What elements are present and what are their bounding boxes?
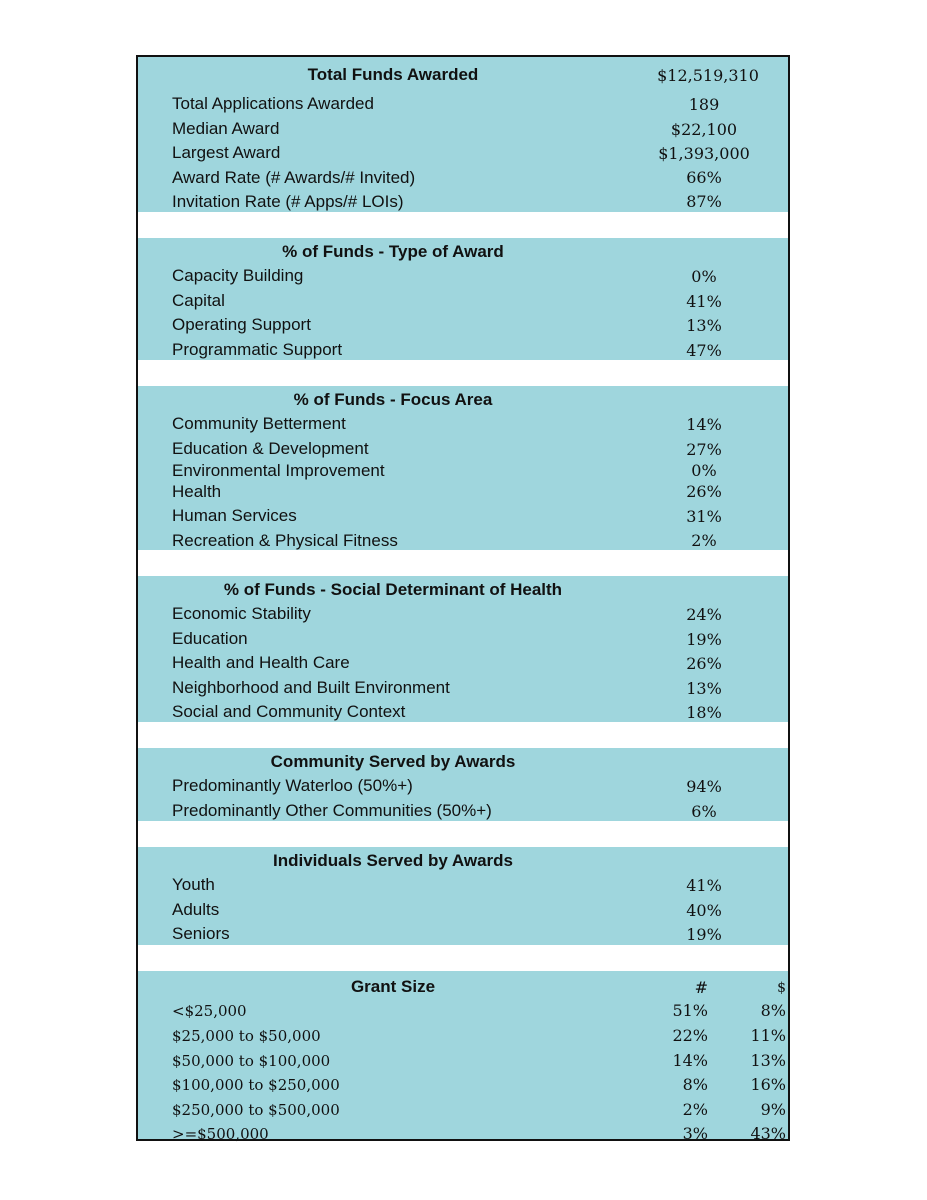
summary-label: Invitation Rate (# Apps/# LOIs) (172, 192, 404, 211)
focus-area-title: % of Funds - Focus Area (293, 390, 493, 409)
community-value: 94% (686, 777, 722, 796)
grant-size-count: 3% (682, 1124, 708, 1143)
grant-size-dollars: 9% (760, 1100, 786, 1119)
focus-area-label: Health (172, 482, 222, 501)
social-determinant-value: 19% (686, 630, 722, 649)
community-title: Community Served by Awards (270, 752, 516, 771)
individuals-label: Adults (172, 900, 220, 919)
grant-size-count: 51% (672, 1001, 708, 1020)
grant-size-label: <$25,000 (172, 1002, 247, 1020)
grant-size-count: 14% (672, 1051, 708, 1070)
summary-label: Largest Award (172, 143, 281, 162)
section-gap (138, 821, 788, 847)
grant-size-dollars: 11% (750, 1026, 786, 1045)
grant-size-label: $50,000 to $100,000 (172, 1052, 331, 1070)
grant-size-title: Grant Size (350, 977, 436, 996)
focus-area-value: 26% (686, 482, 722, 501)
grant-size-count: 22% (672, 1026, 708, 1045)
individuals-label: Youth (172, 875, 215, 894)
grant-size-label: $25,000 to $50,000 (172, 1027, 321, 1045)
focus-area-value: 14% (686, 415, 722, 434)
social-determinant-value: 26% (686, 654, 722, 673)
award-type-value: 47% (686, 341, 722, 360)
summary-value: 87% (686, 192, 722, 211)
grant-size-label: >=$500,000 (172, 1125, 269, 1143)
social-determinant-label: Health and Health Care (172, 653, 350, 672)
individuals-title: Individuals Served by Awards (273, 851, 513, 870)
grant-size-dollars: 16% (750, 1075, 786, 1094)
individuals-value: 41% (686, 876, 722, 895)
social-determinant-section (138, 576, 788, 722)
grant-size-label: $100,000 to $250,000 (172, 1076, 340, 1094)
focus-area-value: 2% (691, 531, 717, 550)
award-type-value: 0% (691, 267, 717, 286)
focus-area-label: Recreation & Physical Fitness (172, 531, 398, 550)
grant-size-count: 8% (682, 1075, 708, 1094)
award-type-section (138, 238, 788, 360)
social-determinant-value: 13% (686, 679, 722, 698)
focus-area-value: 27% (686, 440, 722, 459)
grant-size-dollars: 8% (760, 1001, 786, 1020)
social-determinant-label: Social and Community Context (172, 702, 406, 721)
focus-area-value: 31% (686, 507, 722, 526)
focus-area-label: Education & Development (172, 439, 369, 458)
community-section (138, 748, 788, 821)
section-gap (138, 212, 788, 238)
social-determinant-value: 18% (686, 703, 722, 722)
grant-size-dollars: 13% (750, 1051, 786, 1070)
summary-title: Total Funds Awarded (307, 65, 479, 84)
award-type-label: Capital (172, 291, 225, 310)
focus-area-label: Community Betterment (172, 414, 346, 433)
summary-label: Median Award (172, 119, 280, 138)
community-label: Predominantly Other Communities (50%+) (172, 801, 492, 820)
social-determinant-title: % of Funds - Social Determinant of Health (223, 580, 563, 599)
grant-size-section (138, 971, 788, 1143)
summary-title-value: $12,519,310 (657, 66, 759, 85)
grant-size-count-header: # (694, 978, 708, 997)
section-gap (138, 550, 788, 576)
individuals-value: 19% (686, 925, 722, 944)
award-type-value: 13% (686, 316, 722, 335)
focus-area-label: Environmental Improvement (172, 461, 385, 480)
grant-size-label: $250,000 to $500,000 (172, 1101, 340, 1119)
summary-value: 189 (688, 95, 720, 114)
focus-area-value: 0% (691, 461, 717, 480)
individuals-label: Seniors (172, 924, 230, 943)
section-gap (138, 722, 788, 748)
individuals-value: 40% (686, 901, 722, 920)
grant-size-dollars-header: $ (777, 980, 786, 996)
summary-label: Total Applications Awarded (172, 94, 374, 113)
section-gap (138, 945, 788, 971)
summary-section (138, 57, 788, 212)
summary-value: $22,100 (670, 120, 738, 139)
grant-size-dollars: 43% (750, 1124, 786, 1143)
community-label: Predominantly Waterloo (50%+) (172, 776, 413, 795)
focus-area-section (138, 386, 788, 550)
section-gap (138, 360, 788, 386)
award-type-label: Capacity Building (172, 266, 304, 285)
award-type-label: Programmatic Support (172, 340, 343, 359)
social-determinant-label: Neighborhood and Built Environment (172, 678, 450, 697)
award-type-value: 41% (686, 292, 722, 311)
social-determinant-value: 24% (686, 605, 722, 624)
funds-summary-table (136, 55, 790, 1141)
social-determinant-label: Economic Stability (172, 604, 311, 623)
award-type-label: Operating Support (172, 315, 311, 334)
grant-size-count: 2% (682, 1100, 708, 1119)
summary-label: Award Rate (# Awards/# Invited) (172, 168, 416, 187)
summary-value: 66% (686, 168, 722, 187)
focus-area-label: Human Services (172, 506, 297, 525)
community-value: 6% (691, 802, 717, 821)
award-type-title: % of Funds - Type of Award (282, 242, 504, 261)
individuals-section (138, 847, 788, 945)
social-determinant-label: Education (172, 629, 248, 648)
summary-value: $1,393,000 (658, 144, 750, 163)
